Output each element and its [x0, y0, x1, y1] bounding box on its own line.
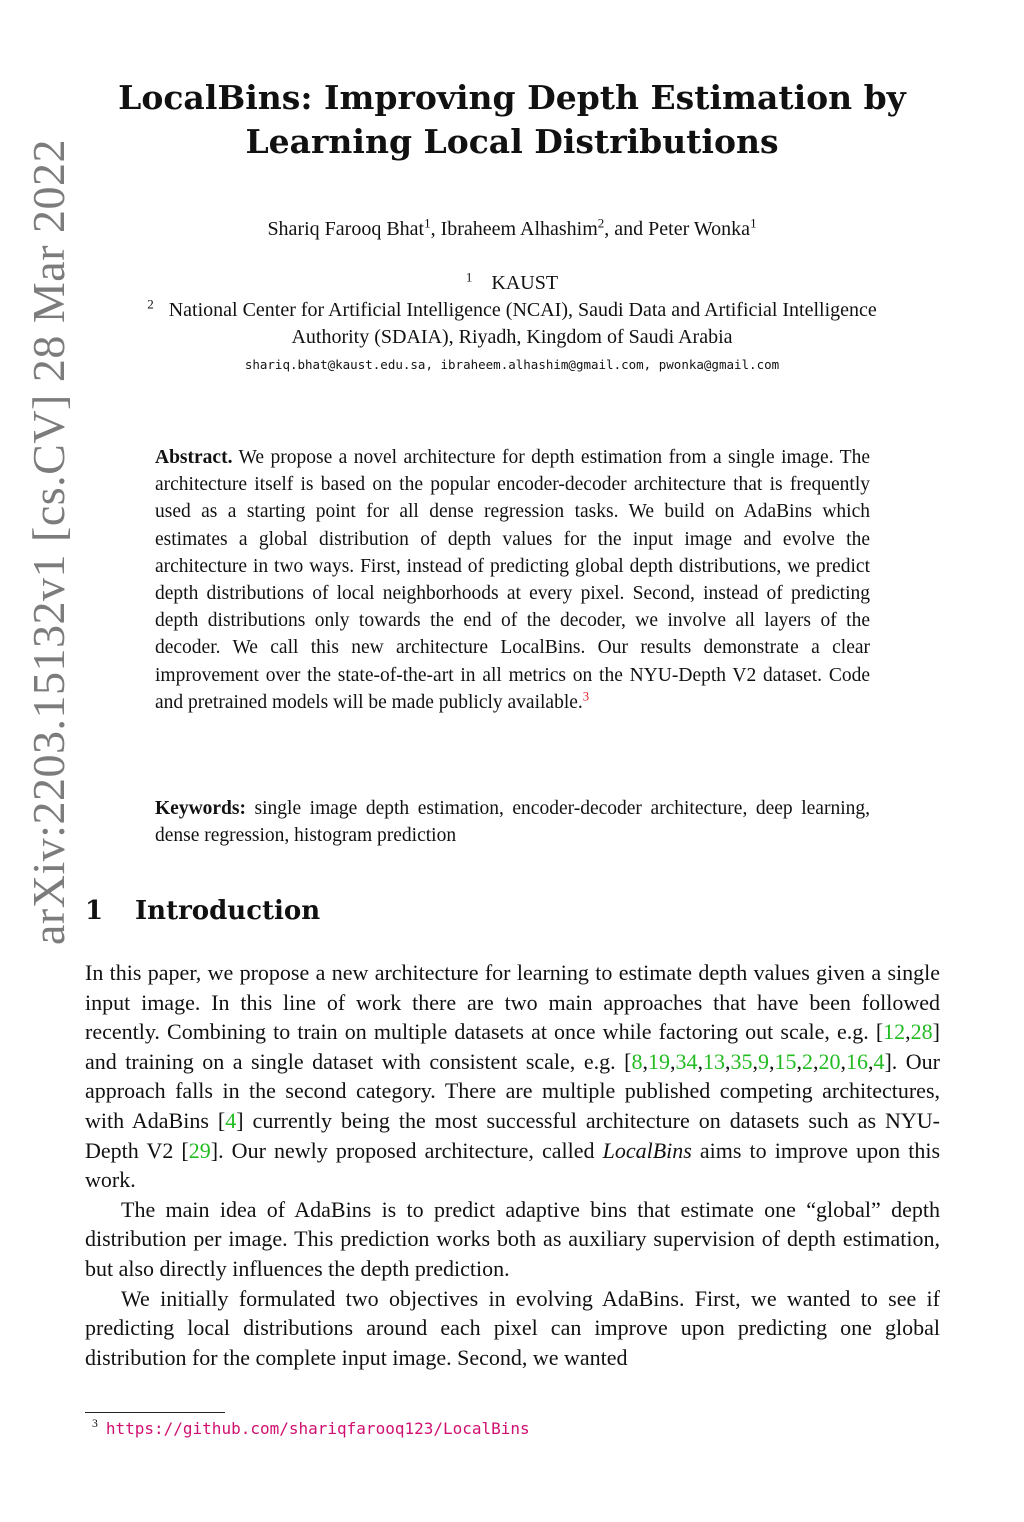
citation-link[interactable]: 28 — [910, 1019, 933, 1045]
introduction-body — [85, 958, 940, 1372]
citation-link[interactable]: 16 — [845, 1048, 868, 1074]
citation-link[interactable]: 12 — [883, 1019, 906, 1045]
author-name: Ibraheem Alhashim — [440, 218, 598, 240]
affiliation-2-text: National Center for Artificial Intelligence (NCAI), Saudi Data and Artificial Intelligence Authority (SDAIA), Riyadh, Kingdom of Saudi Arabia — [168, 299, 877, 348]
footnote-number: 3 — [92, 1417, 98, 1430]
body-paragraph: We initially formulated two objectives in evolving AdaBins. First, we wanted to see if predicting local distributions around each pixel can improve upon predicting one global distribution for the complete input image. Second, we wanted — [85, 1285, 940, 1370]
citation-link[interactable]: 2 — [801, 1048, 813, 1074]
affiliation-2 — [0, 297, 1024, 351]
citation-link[interactable]: 9 — [757, 1048, 769, 1074]
section-title: Introduction — [135, 896, 321, 926]
footnote-rule — [85, 1412, 225, 1413]
section-heading-introduction — [85, 896, 320, 926]
body-paragraph: In this paper, we propose a new architecture for learning to estimate depth values given a single input image. In this line of work there are two main approaches that have been followed recently. Combining to train on multiple datasets at once while factoring out scale, e.g. [12,28] and training on a single dataset with consistent scale, e.g. [8,19,34,13,35,9,15,2,20,16,4]. Our approach falls in the second category. There are multiple published competing architectures, with AdaBins [4] currently being the most successful architecture on datasets such as NYU-Depth V2 [29]. Our newly proposed architecture, called LocalBins aims to improve upon this work. — [85, 960, 941, 1193]
title-line-2: Learning Local Distributions — [245, 122, 779, 161]
citation-link[interactable]: 29 — [188, 1137, 211, 1163]
citation-link[interactable]: 20 — [818, 1048, 841, 1074]
author-name: Peter Wonka — [648, 218, 751, 240]
author-emails: shariq.bhat@kaust.edu.sa, ibraheem.alhashim@gmail.com, pwonka@gmail.com — [244, 357, 780, 372]
citation-link[interactable]: 34 — [675, 1048, 698, 1074]
emphasized-term: LocalBins — [602, 1137, 692, 1163]
body-paragraph: The main idea of AdaBins is to predict adaptive bins that estimate one “global” depth distribution per image. This prediction works both as auxiliary supervision of depth estimation, but also directly influences the depth prediction. — [85, 1196, 940, 1281]
affiliation-1 — [0, 270, 1024, 297]
abstract-text: We propose a novel architecture for depth estimation from a single image. The architecture itself is based on the popular encoder-decoder architecture that is frequently used as a starting point for all dense regression tasks. We build on AdaBins which estimates a global distribution of depth values for the input image and evolve the architecture in two ways. First, instead of predicting global depth distributions, we predict depth distributions of local neighborhoods at every pixel. Second, instead of predicting depth distributions only towards the end of the decoder, we involve all layers of the decoder. We call this new architecture LocalBins. Our results demonstrate a clear improvement over the state-of-the-art in all metrics on the NYU-Depth V2 dataset. Code and pretrained models will be made publicly available. — [155, 447, 870, 713]
paper-title — [0, 76, 1024, 164]
keywords — [155, 795, 870, 849]
keywords-label: Keywords: — [155, 798, 246, 819]
author-list: Shariq Farooq Bhat$^1$, Ibraheem Alhashim$^2$, and Peter Wonka$^1$ — [267, 215, 757, 240]
citation-link[interactable]: 4 — [225, 1107, 237, 1133]
affiliation-1-marker: 1 — [465, 269, 473, 285]
citation-link[interactable]: 19 — [647, 1048, 670, 1074]
keywords-text: single image depth estimation, encoder-decoder architecture, deep learning, dense regression, histogram prediction — [155, 798, 870, 847]
affiliation-2-marker: 2 — [147, 296, 154, 312]
footnote — [92, 1418, 530, 1439]
abstract-footnote-ref[interactable]: 3 — [582, 689, 590, 704]
section-number: 1 — [85, 896, 104, 926]
citation-link[interactable]: 4 — [873, 1048, 885, 1074]
author-affiliation-marker: 1 — [424, 215, 431, 231]
abstract — [155, 444, 870, 716]
citation-link[interactable]: 35 — [730, 1048, 753, 1074]
affiliation-1-text: KAUST — [491, 272, 559, 294]
footnote-url-link[interactable]: https://github.com/shariqfarooq123/LocalBins — [105, 1419, 530, 1438]
author-name: Shariq Farooq Bhat — [267, 218, 425, 240]
title-line-1: LocalBins: Improving Depth Estimation by — [118, 78, 906, 117]
author-affiliation-marker: 1 — [750, 215, 757, 231]
citation-link[interactable]: 8 — [631, 1048, 643, 1074]
author-affiliation-marker: 2 — [597, 215, 605, 231]
citation-link[interactable]: 15 — [774, 1048, 797, 1074]
abstract-label: Abstract. — [155, 447, 233, 468]
citation-link[interactable]: 13 — [702, 1048, 725, 1074]
arxiv-identifier-stamp: arXiv:2203.15132v1 [cs.CV] 28 Mar 2022 — [23, 138, 74, 945]
